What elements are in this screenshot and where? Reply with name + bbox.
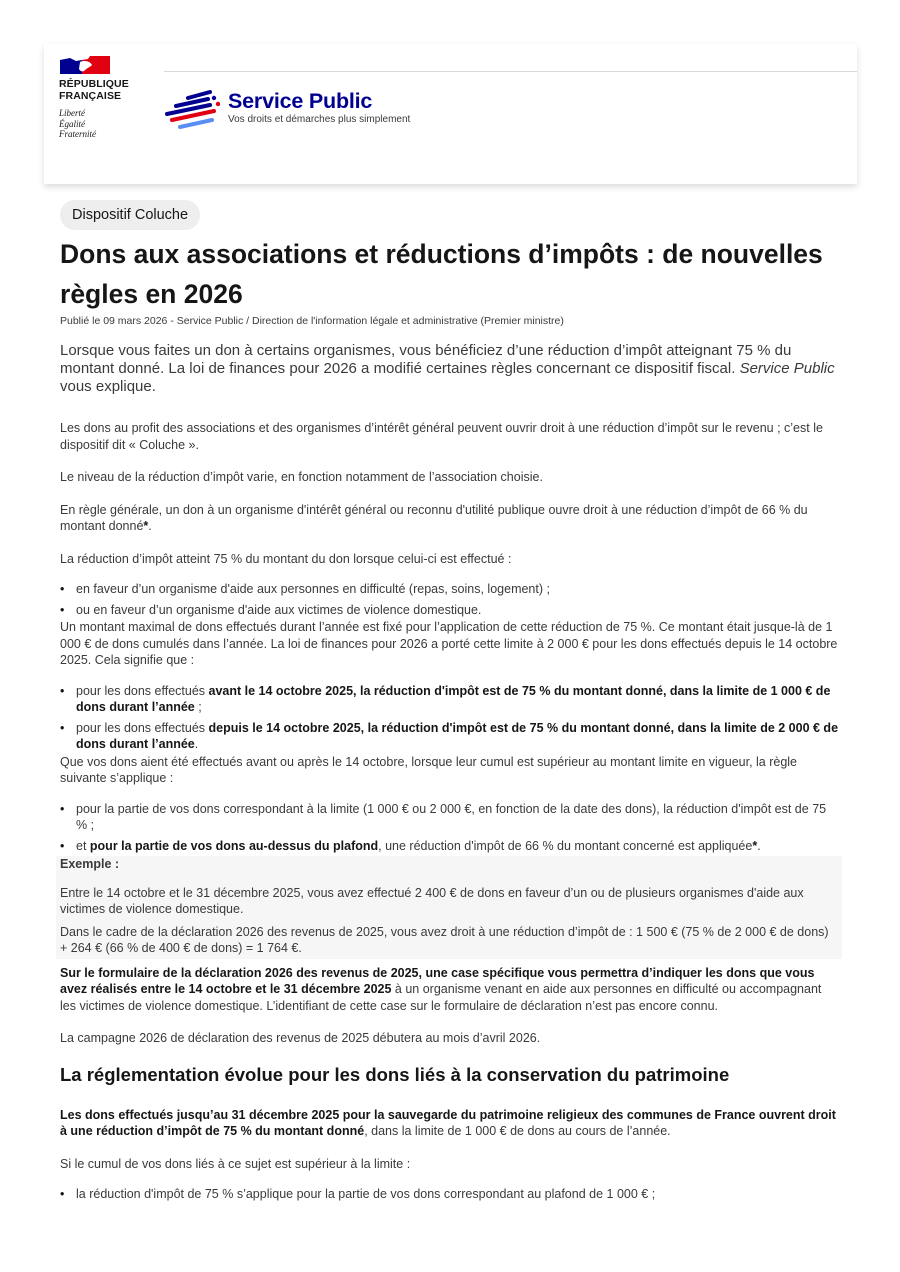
list-item: • ou en faveur d’un organisme d'aide aux victimes de violence domestique.	[60, 602, 840, 619]
paragraph: Les dons au profit des associations et des organismes d’intérêt général peuvent ouvrir droit à une réduction d’impôt sur le revenu ; c’est le dispositif dit « Coluche ».	[60, 421, 823, 452]
site-tagline: Vos droits et démarches plus simplement	[228, 114, 411, 125]
section-heading: La réglementation évolue pour les dons liés à la conservation du patrimoine	[60, 1063, 730, 1085]
example-box	[56, 856, 842, 959]
paragraph: Le niveau de la réduction d’impôt varie, en fonction notamment de l’association choisie.	[60, 470, 543, 484]
list-item: • pour la partie de vos dons correspondant à la limite (1 000 € ou 2 000 €, en fonction de la date des dons), la réduction d'impôt est de 75 % ;	[60, 801, 840, 834]
site-header	[44, 44, 857, 184]
paragraph: Que vos dons aient été effectués avant ou après le 14 octobre, lorsque leur cumul est supérieur au montant limite en vigueur, la règle suivante s’applique :	[60, 754, 798, 785]
marianne-logo-icon[interactable]	[60, 56, 110, 74]
list-item: • la réduction d'impôt de 75 % s’applique pour la partie de vos dons correspondant au plafond de 1 000 € ;	[60, 1186, 840, 1203]
paragraph: Les dons effectués jusqu’au 31 décembre 2025 pour la sauvegarde du patrimoine religieux des communes de France ouvrent droit à une réduction d’impôt de 75 % du montant donné, dans la limite de 1 000 € de dons au cours de l’année.	[60, 1107, 836, 1138]
article	[60, 200, 840, 1207]
site-title[interactable]: Service Public	[228, 89, 373, 113]
article-intro: Lorsque vous faites un don à certains organismes, vous bénéficiez d’une réduction d’impôt atteignant 75 % du montant donné. La loi de finances pour 2026 a modifié certaines règles concernant ce dispositif fiscal. Service Public vous explique.	[60, 342, 835, 395]
list-rules	[60, 801, 840, 855]
list-conditions	[60, 581, 840, 618]
header-divider	[164, 71, 857, 72]
list-item: • pour les dons effectués depuis le 14 octobre 2025, la réduction d'impôt est de 75 % du montant donné, dans la limite de 2 000 € de dons durant l’année.	[60, 720, 840, 753]
paragraph: La campagne 2026 de déclaration des revenus de 2025 débutera au mois d’avril 2026.	[60, 1031, 541, 1045]
list-limits	[60, 683, 840, 753]
article-title: Dons aux associations et réductions d’impôts : de nouvelles règles en 2026	[60, 239, 823, 309]
example-paragraph: Dans le cadre de la déclaration 2026 des revenus de 2025, vous avez droit à une réduction d’impôt de : 1 500 € (75 % de 2 000 € de dons) + 264 € (66 % de 400 € de dons) = 1 764 €.	[60, 924, 829, 955]
paragraph: La réduction d’impôt atteint 75 % du montant du don lorsque celui-ci est effectué :	[60, 551, 512, 566]
paragraph: Un montant maximal de dons effectués durant l’année est fixé pour l’application de cette réduction de 75 %. Ce montant était jusque-là de 1 000 € de dons cumulés dans l’année. La loi de finances pour 2026 a porté cette limite à 2 000 € pour les dons effectués depuis le 14 octobre 2025. Cela signifie que :	[60, 620, 838, 667]
paragraph: Si le cumul de vos dons liés à ce sujet est supérieur à la limite :	[60, 1156, 411, 1171]
example-paragraph: Entre le 14 octobre et le 31 décembre 2025, vous avez effectué 2 400 € de dons en faveur d’un ou de plusieurs organismes d'aide aux victimes de violence domestique.	[60, 885, 804, 916]
list-item: • en faveur d’un organisme d'aide aux personnes en difficulté (repas, soins, logement) ;	[60, 581, 840, 598]
example-label: Exemple :	[60, 857, 120, 871]
devise: Liberté Égalité Fraternité	[59, 108, 96, 139]
list-item: • pour les dons effectués avant le 14 octobre 2025, la réduction d'impôt est de 75 % du montant donné, dans la limite de 1 000 € de dons durant l’année ;	[60, 683, 840, 716]
paragraph: Sur le formulaire de la déclaration 2026 des revenus de 2025, une case spécifique vous permettra d’indiquer les dons que vous avez réalisés entre le 14 octobre et le 31 décembre 2025 à un organisme venant en aide aux personnes en difficulté ou accompagnant les victimes de violence domestique. L’identifiant de cette case sur le formulaire de déclaration n’est pas encore connu.	[60, 965, 822, 1013]
service-public-logo-icon[interactable]	[164, 90, 220, 130]
publication-info: Publié le 09 mars 2026 - Service Public / Direction de l'information légale et administrative (Premier ministre)	[60, 315, 564, 327]
republique-francaise-label: RÉPUBLIQUE FRANÇAISE	[59, 78, 129, 102]
article-body	[60, 420, 840, 1203]
paragraph: En règle générale, un don à un organisme d'intérêt général ou reconnu d'utilité publique ouvre droit à une réduction d’impôt de 66 % du montant donné*.	[60, 502, 808, 533]
list-item: • et pour la partie de vos dons au-dessus du plafond, une réduction d'impôt de 66 % du montant concerné est appliquée*.	[60, 838, 840, 855]
list-patrimoine	[60, 1186, 840, 1203]
category-tag[interactable]: Dispositif Coluche	[60, 200, 200, 230]
